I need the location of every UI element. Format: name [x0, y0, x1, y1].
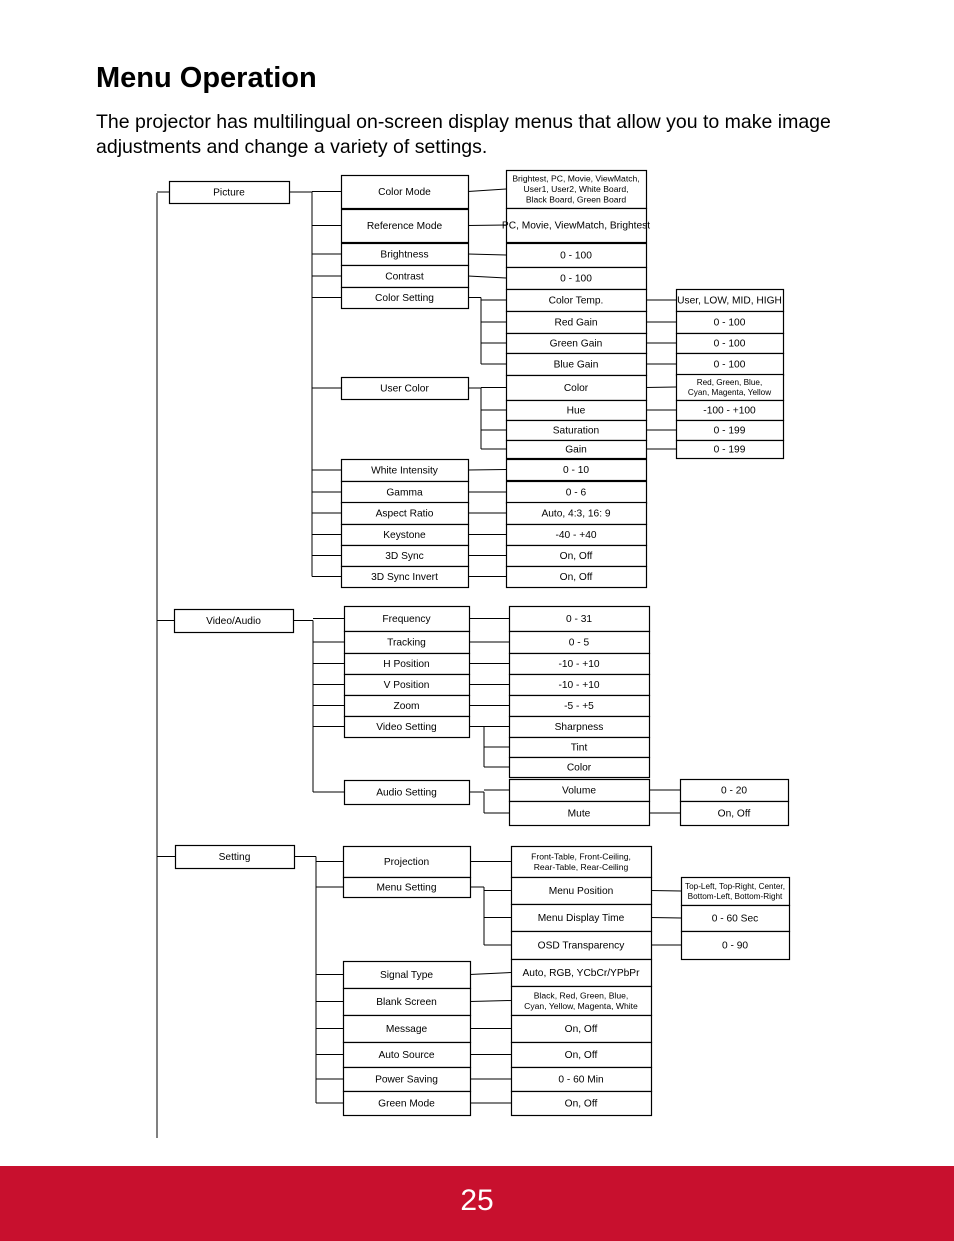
box-text: Color [566, 762, 592, 774]
value-gamma [507, 482, 647, 504]
value-3d-sync [507, 546, 647, 567]
box-text: Sharpness [554, 722, 604, 734]
menu-item-zoom [345, 696, 470, 717]
sub-item-green-gain [507, 334, 647, 354]
sub-value-mute [681, 802, 789, 826]
menu-item-message [344, 1016, 471, 1043]
box-text: Volume [562, 785, 596, 797]
menu-item-blank-screen [344, 989, 471, 1016]
menu-item-green-mode [344, 1092, 471, 1116]
box-text: Tint [570, 742, 588, 754]
value-brightness [507, 244, 647, 268]
box-text: -10 - +10 [558, 680, 600, 692]
value-3d-sync-invert [507, 567, 647, 588]
menu-item-user-color [342, 378, 469, 400]
box-text: Black, Red, Green, Blue, [533, 990, 629, 1001]
menu-picture [170, 182, 290, 204]
sub-item-red-gain [507, 312, 647, 334]
menu-item-audio-setting [345, 781, 470, 805]
box-text: User, LOW, MID, HIGH [677, 295, 782, 307]
box-text: Cyan, Magenta, Yellow [687, 388, 772, 398]
menu-item-tracking [345, 632, 470, 654]
box-text: Brightest, PC, Movie, ViewMatch, [512, 173, 640, 184]
box-text: 0 - 31 [565, 614, 593, 626]
sub-value-osd-transparency [682, 932, 790, 960]
box-text: Bottom-Left, Bottom-Right [687, 892, 783, 902]
page-title: Menu Operation [96, 62, 317, 94]
sub-item-color [510, 758, 650, 778]
menu-item-menu-setting [344, 878, 471, 898]
box-text: On, Off [564, 1024, 598, 1036]
sub-value-saturation [677, 421, 784, 441]
box-text: Gain [565, 444, 587, 456]
box-text: Rear-Table, Rear-Ceiling [533, 861, 629, 872]
value-color-mode [507, 171, 647, 209]
menu-item-3d-sync [342, 546, 469, 567]
value-connector [470, 1001, 511, 1002]
page-number: 25 [460, 1184, 494, 1217]
box-text: Red Gain [554, 317, 598, 329]
box-text: H Position [383, 659, 430, 671]
sub-value-hue [677, 401, 784, 421]
box-text: Menu Position [548, 886, 614, 898]
box-text: 3D Sync Invert [371, 572, 438, 584]
box-text: Tracking [387, 637, 426, 649]
box-text: On, Off [717, 808, 751, 820]
sub-value-menu-display-time [682, 906, 790, 932]
menu-item-reference-mode [342, 210, 469, 243]
box-text: OSD Transparency [537, 940, 625, 952]
box-text: 0 - 5 [568, 637, 590, 649]
box-text: V Position [383, 680, 430, 692]
sub-item-blue-gain [507, 354, 647, 376]
box-text: On, Off [559, 572, 593, 584]
intro-paragraph: The projector has multilingual on-screen display menus that allow you to make image adjustments and change a variety of settings. [96, 111, 831, 158]
value-signal-type [512, 960, 652, 987]
box-text: Setting [218, 852, 251, 864]
box-text: Blank Screen [376, 997, 437, 1009]
sub-value-menu-position [682, 878, 790, 906]
box-text: Keystone [383, 530, 426, 542]
box-text: Contrast [385, 271, 424, 283]
menu-item-gamma [342, 482, 469, 504]
box-text: 0 - 60 Sec [711, 913, 759, 925]
sub-value-green-gain [677, 334, 784, 354]
box-text: Message [385, 1024, 428, 1036]
menu-setting [176, 846, 295, 869]
sub-value-color-temp [677, 290, 784, 312]
sub-value-color [677, 375, 784, 401]
menu-item-3d-sync-invert [342, 567, 469, 588]
box-text: 0 - 100 [713, 317, 746, 329]
box-text: 0 - 20 [720, 785, 748, 797]
sub-value-blue-gain [677, 354, 784, 376]
box-text: Menu Display Time [537, 913, 625, 925]
box-text: Red, Green, Blue, [696, 377, 763, 387]
box-text: 0 - 90 [721, 940, 749, 952]
value-frequency [510, 607, 650, 632]
box-text: 0 - 100 [560, 250, 592, 262]
sub-item-menu-display-time [512, 905, 652, 932]
box-text: Auto, 4:3, 16: 9 [541, 508, 611, 520]
menu-item-contrast [342, 266, 469, 288]
box-text: Frequency [382, 614, 431, 626]
sub-item-tint [510, 738, 650, 758]
box-text: 0 - 199 [713, 425, 746, 437]
box-text: On, Off [564, 1098, 598, 1110]
value-h-position [510, 654, 650, 675]
box-text: Blue Gain [553, 359, 599, 371]
box-text: Zoom [393, 701, 420, 713]
box-text: Green Gain [549, 338, 603, 350]
box-text: User1, User2, White Board, [523, 184, 629, 195]
menu-item-aspect-ratio [342, 503, 469, 525]
value-keystone [507, 525, 647, 546]
value-projection [512, 847, 652, 878]
menu-item-projection [344, 847, 471, 878]
sub-item-osd-transparency [512, 932, 652, 960]
value-auto-source [512, 1043, 652, 1068]
box-text: -100 - +100 [703, 405, 756, 417]
box-text: Auto Source [378, 1050, 435, 1062]
menu-item-color-setting [342, 288, 469, 309]
menu-item-color-mode [342, 176, 469, 209]
value-zoom [510, 696, 650, 717]
value-connector [468, 470, 506, 471]
sub-item-color-temp [507, 290, 647, 312]
box-text: Hue [566, 405, 586, 417]
menu-video-audio [175, 610, 294, 633]
box-text: Signal Type [379, 970, 434, 982]
sub-value-red-gain [677, 312, 784, 334]
box-text: 0 - 100 [713, 359, 746, 371]
menu-item-frequency [345, 607, 470, 632]
menu-item-auto-source [344, 1043, 471, 1068]
box-text: Saturation [552, 425, 600, 437]
sub-value-connector [651, 891, 681, 892]
box-text: Video Setting [376, 722, 437, 734]
box-text: On, Off [559, 551, 593, 563]
box-text: Front-Table, Front-Ceiling, [531, 851, 631, 862]
box-text: Projection [383, 857, 430, 869]
sub-value-volume [681, 780, 789, 802]
value-aspect-ratio [507, 503, 647, 525]
box-text: User Color [380, 383, 429, 395]
menu-item-brightness [342, 244, 469, 266]
box-text: -40 - +40 [555, 530, 597, 542]
sub-item-saturation [507, 421, 647, 441]
sub-item-menu-position [512, 878, 652, 905]
menu-item-signal-type [344, 962, 471, 989]
menu-item-v-position [345, 675, 470, 696]
menu-item-white-intensity [342, 460, 469, 482]
value-tracking [510, 632, 650, 654]
box-text: Color Mode [378, 187, 431, 199]
sub-value-connector [646, 387, 676, 388]
box-text: Aspect Ratio [375, 508, 434, 520]
sub-value-gain [677, 441, 784, 459]
value-blank-screen [512, 987, 652, 1016]
menu-item-keystone [342, 525, 469, 546]
box-text: -10 - +10 [558, 659, 600, 671]
box-text: 0 - 6 [565, 487, 587, 499]
box-text: Audio Setting [376, 787, 437, 799]
box-text: 0 - 100 [560, 273, 592, 285]
box-text: Auto, RGB, YCbCr/YPbPr [522, 968, 640, 980]
box-text: Green Mode [378, 1098, 435, 1110]
sub-value-connector [651, 918, 681, 919]
value-connector [468, 225, 506, 226]
box-text: Reference Mode [366, 221, 443, 233]
box-text: -5 - +5 [564, 701, 594, 713]
box-text: Cyan, Yellow, Magenta, White [524, 1000, 638, 1011]
value-connector [468, 276, 506, 278]
box-text: On, Off [564, 1050, 598, 1062]
box-text: 0 - 100 [713, 338, 746, 350]
sub-item-gain [507, 441, 647, 459]
page-footer [0, 1166, 954, 1241]
box-text: Brightness [380, 249, 429, 261]
box-text: PC, Movie, ViewMatch, Brightest [501, 220, 651, 232]
box-text: Picture [213, 187, 245, 199]
box-text: Power Saving [375, 1074, 438, 1086]
box-text: Video/Audio [206, 616, 261, 628]
value-connector [468, 189, 506, 192]
menu-item-h-position [345, 654, 470, 675]
value-connector [470, 973, 511, 975]
box-text: Color [563, 383, 589, 395]
sub-item-sharpness [510, 717, 650, 738]
box-text: Top-Left, Top-Right, Center, [685, 881, 785, 891]
box-text: Color Temp. [548, 295, 604, 307]
box-text: White Intensity [371, 465, 438, 477]
value-message [512, 1016, 652, 1043]
sub-item-hue [507, 401, 647, 421]
value-white-intensity [507, 460, 647, 481]
box-text: 3D Sync [385, 551, 424, 563]
box-text: 0 - 60 Min [558, 1074, 604, 1086]
box-text: Color Setting [375, 293, 434, 305]
value-contrast [507, 268, 647, 290]
sub-item-volume [510, 780, 650, 802]
sub-item-color [507, 376, 647, 401]
value-v-position [510, 675, 650, 696]
menu-item-video-setting [345, 717, 470, 738]
box-text: Menu Setting [376, 882, 437, 894]
box-text: Black Board, Green Board [525, 194, 627, 205]
box-text: 0 - 199 [713, 444, 746, 456]
box-text: 0 - 10 [562, 465, 590, 477]
menu-item-power-saving [344, 1068, 471, 1092]
sub-item-mute [510, 802, 650, 826]
value-power-saving [512, 1068, 652, 1092]
box-text: Mute [567, 808, 591, 820]
value-green-mode [512, 1092, 652, 1116]
box-text: Gamma [386, 487, 423, 499]
value-reference-mode [502, 209, 650, 243]
value-connector [468, 254, 506, 255]
